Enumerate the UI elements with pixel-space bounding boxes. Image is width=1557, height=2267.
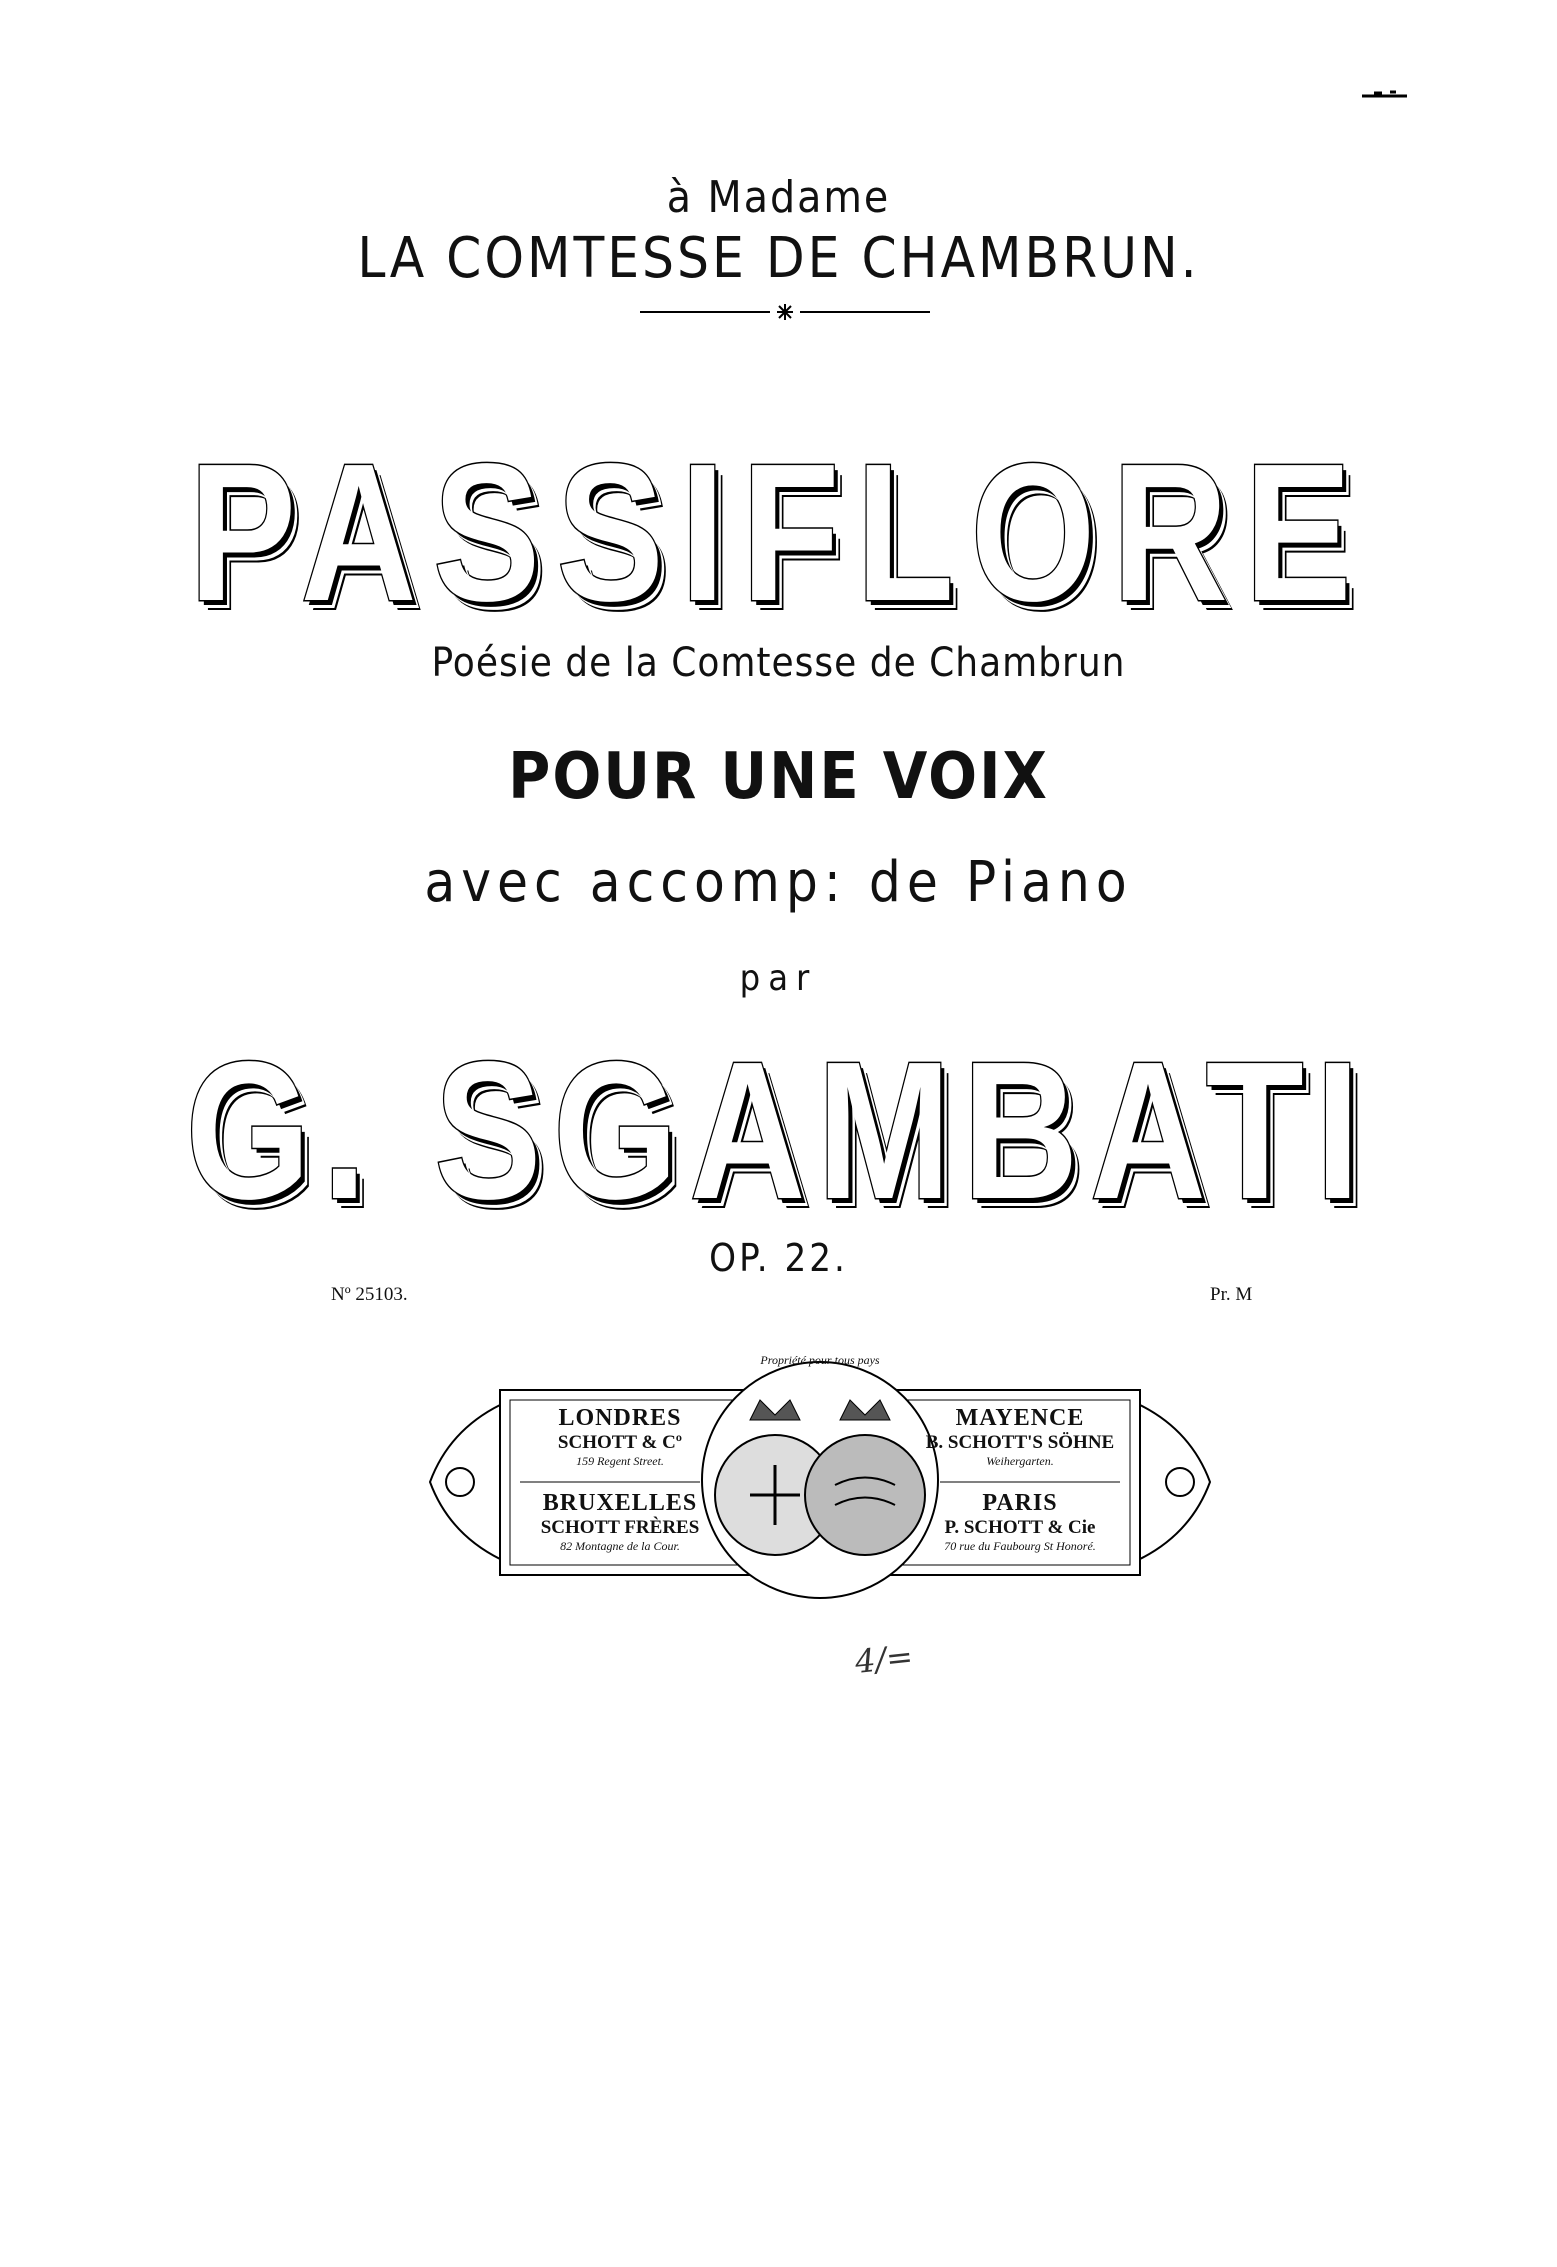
publisher-london <box>520 1405 720 1469</box>
voice-designation: POUR UNE VOIX <box>508 740 1049 814</box>
publisher-city: MAYENCE <box>955 1405 1085 1431</box>
ornamental-rule <box>0 302 1557 322</box>
publisher-brussels <box>520 1490 720 1554</box>
composer-name: G. SGAMBATI <box>185 1021 1372 1240</box>
dedication-line-1: à Madame <box>666 172 891 223</box>
publisher-paris <box>920 1490 1120 1554</box>
publisher-firm: P. SCHOTT & Cie <box>944 1517 1096 1538</box>
corner-mark <box>1362 90 1407 100</box>
publisher-cartouche <box>420 1345 1220 1615</box>
publisher-firm: SCHOTT & Cº <box>557 1432 683 1453</box>
publisher-firm: B. SCHOTT'S SÖHNE <box>925 1432 1115 1453</box>
publisher-city: PARIS <box>982 1490 1058 1516</box>
publisher-firm: SCHOTT FRÈRES <box>540 1517 700 1538</box>
accompaniment-line: avec accomp: de Piano <box>424 850 1133 915</box>
publisher-address: Weihergarten. <box>986 1454 1054 1468</box>
publisher-address: 82 Montagne de la Cour. <box>560 1539 680 1553</box>
by-line: par <box>739 958 818 999</box>
publisher-city: BRUXELLES <box>542 1490 698 1516</box>
propriete-notice: Propriété pour tous pays <box>760 1353 880 1367</box>
work-title: PASSIFLORE <box>188 423 1369 642</box>
poet-credit: Poésie de la Comtesse de Chambrun <box>431 640 1126 686</box>
handwritten-price-note: 4/= <box>853 1637 915 1681</box>
publisher-city: LONDRES <box>558 1405 682 1431</box>
cartouche-ornament <box>420 1345 1220 1615</box>
price-mark: Pr. M <box>1210 1284 1253 1305</box>
dedication-line-2: LA COMTESSE DE CHAMBRUN. <box>357 226 1200 291</box>
publisher-mainz <box>920 1405 1120 1469</box>
publisher-address: 70 rue du Faubourg St Honoré. <box>944 1539 1096 1553</box>
catalogue-number: Nº 25103. <box>331 1284 408 1305</box>
publisher-address: 159 Regent Street. <box>576 1454 664 1468</box>
opus-number: OP. 22. <box>709 1236 848 1280</box>
